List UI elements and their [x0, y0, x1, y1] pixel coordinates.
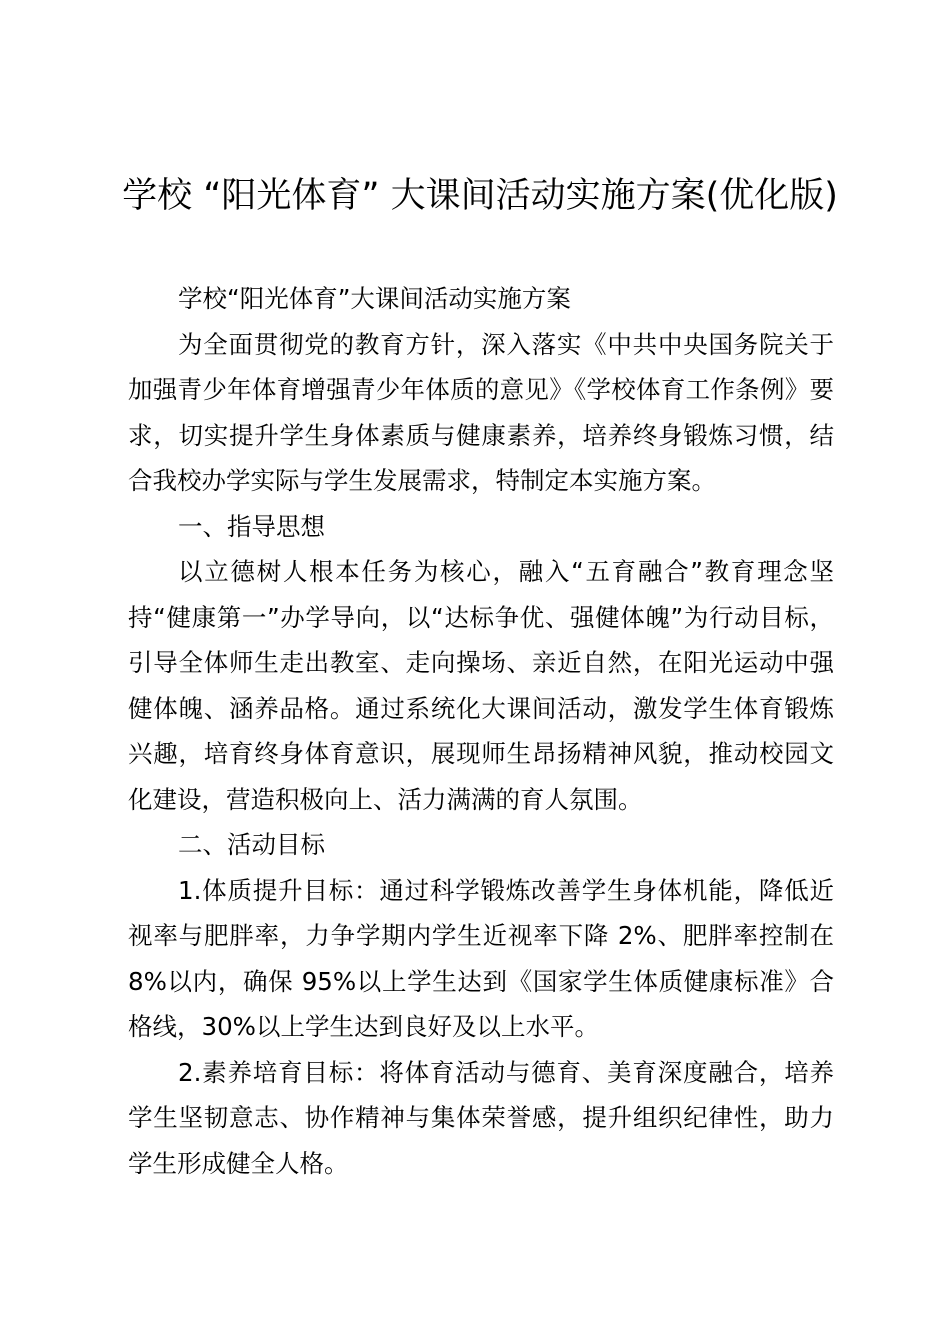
- document-title: 学校 “阳光体育” 大课间活动实施方案(优化版): [122, 176, 838, 216]
- section-heading-activity-goals: 二、活动目标: [178, 830, 325, 859]
- paragraph-intro: 为全面贯彻党的教育方针，深入落实《中共中央国务院关于加强青少年体育增强青少年体质的意见》《学校体育工作条例》要求，切实提升学生身体素质与健康素养，培养终身锻炼习惯，结合我校办学实际与学生发展需求，特制定本实施方案。: [128, 329, 834, 495]
- paragraph-goal-physique: 1.体质提升目标：通过科学锻炼改善学生身体机能，降低近视率与肥胖率，力争学期内学生近视率下降 2%、肥胖率控制在 8%以内，确保 95%以上学生达到《国家学生体质健康标准》合格线，30%以上学生达到良好及以上水平。: [128, 875, 834, 1041]
- paragraph-guiding-thought: 以立德树人根本任务为核心，融入“五育融合”教育理念坚持“健康第一”办学导向，以“达标争优、强健体魄”为行动目标，引导全体师生走出教室、走向操场、亲近自然，在阳光运动中强健体魄、涵养品格。通过系统化大课间活动，激发学生体育锻炼兴趣，培育终身体育意识，展现师生昂扬精神风貌，推动校园文化建设，营造积极向上、活力满满的育人氛围。: [128, 557, 834, 814]
- document-body: [128, 276, 834, 1186]
- paragraph-subtitle: 学校“阳光体育”大课间活动实施方案: [178, 284, 571, 313]
- section-heading-guiding-thought: 一、指导思想: [178, 511, 325, 541]
- paragraph-goal-literacy: 2.素养培育目标：将体育活动与德育、美育深度融合，培养学生坚韧意志、协作精神与集体荣誉感，提升组织纪律性，助力学生形成健全人格。: [128, 1057, 834, 1178]
